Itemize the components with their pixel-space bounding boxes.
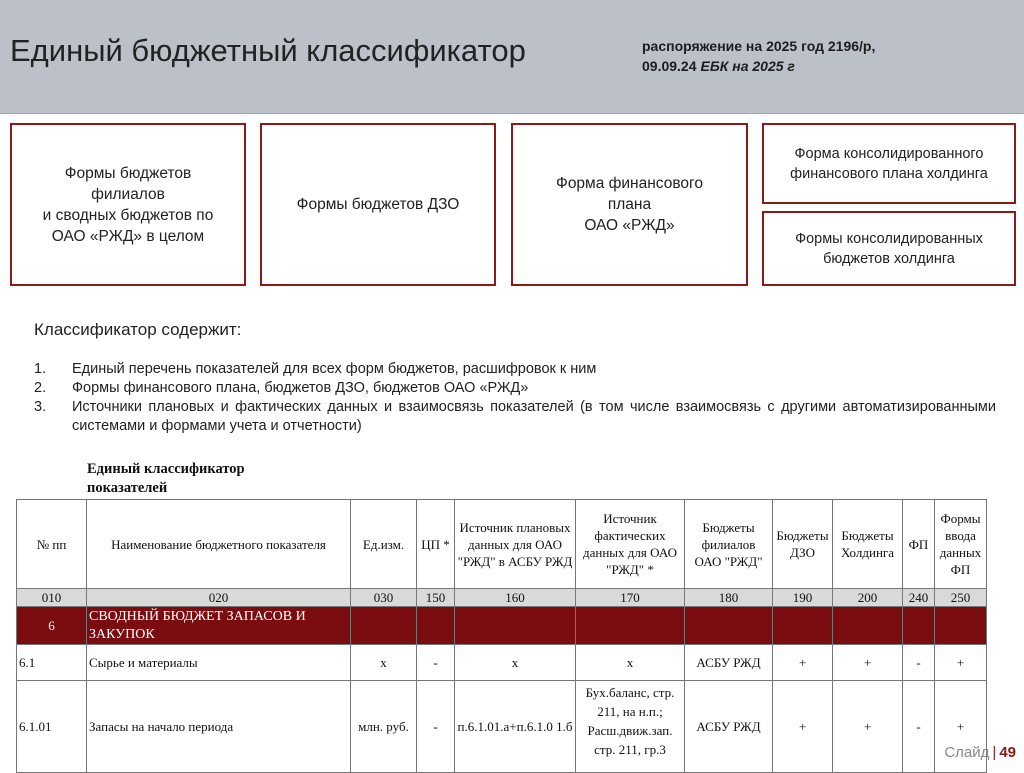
- row-cp: -: [417, 645, 455, 681]
- content-list: [34, 360, 996, 436]
- row-fact-source: Бух.баланс, стр. 211, на н.п.; Расш.движ.зап. стр. 211, гр.3: [576, 681, 685, 773]
- list-item-text: Формы финансового плана, бюджетов ДЗО, бюджетов ОАО «РЖД»: [72, 380, 529, 396]
- row-dzo: +: [773, 681, 833, 773]
- col-header-unit: Ед.изм.: [351, 500, 417, 589]
- subtitle-date-line: [642, 56, 942, 76]
- box-financial-plan: Форма финансового плана ОАО «РЖД»: [511, 123, 748, 286]
- box-consolidated-budgets: Формы консолидированных бюджетов холдинга: [762, 211, 1016, 286]
- row-dzo: +: [773, 645, 833, 681]
- row-branch: АСБУ РЖД: [685, 681, 773, 773]
- row-plan-source: х: [455, 645, 576, 681]
- col-header-number: № пп: [17, 500, 87, 589]
- list-item: [34, 379, 996, 398]
- list-item-text: Источники плановых и фактических данных и взаимосвязь показателей (в том числе взаимосвязь с другими автоматизированными системами и формами учета и отчетности): [72, 399, 996, 434]
- list-item: [34, 398, 996, 436]
- classifier-table: [16, 499, 990, 773]
- row-name: Запасы на начало периода: [87, 681, 351, 773]
- code-cell: 200: [833, 589, 903, 607]
- code-cell: 180: [685, 589, 773, 607]
- col-header-fact-source: Источник фактических данных для ОАО "РЖД" *: [576, 500, 685, 589]
- content-heading: Классификатор содержит:: [34, 320, 242, 339]
- table-codes-row: [17, 589, 987, 607]
- row-unit: х: [351, 645, 417, 681]
- box-consolidated-plan: Форма консолидированного финансового плана холдинга: [762, 123, 1016, 204]
- code-cell: 160: [455, 589, 576, 607]
- subtitle-order: распоряжение на 2025 год 2196/р,: [642, 38, 876, 54]
- col-header-cp: ЦП *: [417, 500, 455, 589]
- table-header-row: [17, 500, 987, 589]
- row-fp: -: [903, 645, 935, 681]
- subtitle-date: 09.09.24: [642, 58, 697, 74]
- row-fact-source: х: [576, 645, 685, 681]
- row-fp-forms: +: [935, 645, 987, 681]
- row-holding: +: [833, 681, 903, 773]
- code-cell: 030: [351, 589, 417, 607]
- slide-number: 49: [999, 744, 1016, 761]
- slide-title: Единый бюджетный классификатор: [10, 33, 526, 68]
- col-header-fp: ФП: [903, 500, 935, 589]
- list-item-number: 3.: [34, 399, 47, 415]
- row-cp: -: [417, 681, 455, 773]
- slide-subtitle: [642, 36, 942, 76]
- code-cell: 170: [576, 589, 685, 607]
- slide-header: [0, 0, 1024, 114]
- code-cell: 190: [773, 589, 833, 607]
- section-number: 6: [17, 607, 87, 645]
- col-header-plan-source: Источник плановых данных для ОАО "РЖД" в АСБУ РЖД: [455, 500, 576, 589]
- table-row: [17, 645, 987, 681]
- footer-divider: |: [992, 744, 997, 761]
- code-cell: 250: [935, 589, 987, 607]
- row-branch: АСБУ РЖД: [685, 645, 773, 681]
- table-row: [17, 681, 987, 773]
- subtitle-ebk: ЕБК на 2025 г: [700, 58, 795, 74]
- table-section-row: [17, 607, 987, 645]
- slide-footer: [944, 744, 1016, 761]
- row-holding: +: [833, 645, 903, 681]
- col-header-branch-budgets: Бюджеты филиалов ОАО "РЖД": [685, 500, 773, 589]
- col-header-fp-forms: Формы ввода данных ФП: [935, 500, 987, 589]
- row-fp: -: [903, 681, 935, 773]
- col-header-holding-budgets: Бюджеты Холдинга: [833, 500, 903, 589]
- list-item-number: 1.: [34, 361, 47, 377]
- list-item: [34, 360, 996, 379]
- row-unit: млн. руб.: [351, 681, 417, 773]
- code-cell: 240: [903, 589, 935, 607]
- table-caption: Единый классификатор показателей: [87, 461, 245, 496]
- code-cell: 010: [17, 589, 87, 607]
- list-item-number: 2.: [34, 380, 47, 396]
- row-name: Сырье и материалы: [87, 645, 351, 681]
- slide-label: Слайд: [944, 744, 990, 761]
- row-fp-forms: +: [935, 681, 987, 773]
- code-cell: 150: [417, 589, 455, 607]
- box-branch-budgets: Формы бюджетов филиалов и сводных бюджетов по ОАО «РЖД» в целом: [10, 123, 246, 286]
- section-name: СВОДНЫЙ БЮДЖЕТ ЗАПАСОВ И ЗАКУПОК: [87, 607, 351, 645]
- list-item-text: Единый перечень показателей для всех форм бюджетов, расшифровок к ним: [72, 361, 597, 377]
- row-number: 6.1.01: [17, 681, 87, 773]
- row-number: 6.1: [17, 645, 87, 681]
- col-header-dzo-budgets: Бюджеты ДЗО: [773, 500, 833, 589]
- col-header-name: Наименование бюджетного показателя: [87, 500, 351, 589]
- code-cell: 020: [87, 589, 351, 607]
- row-plan-source: п.6.1.01.а+п.6.1.0 1.б: [455, 681, 576, 773]
- box-dzo-budgets: Формы бюджетов ДЗО: [260, 123, 496, 286]
